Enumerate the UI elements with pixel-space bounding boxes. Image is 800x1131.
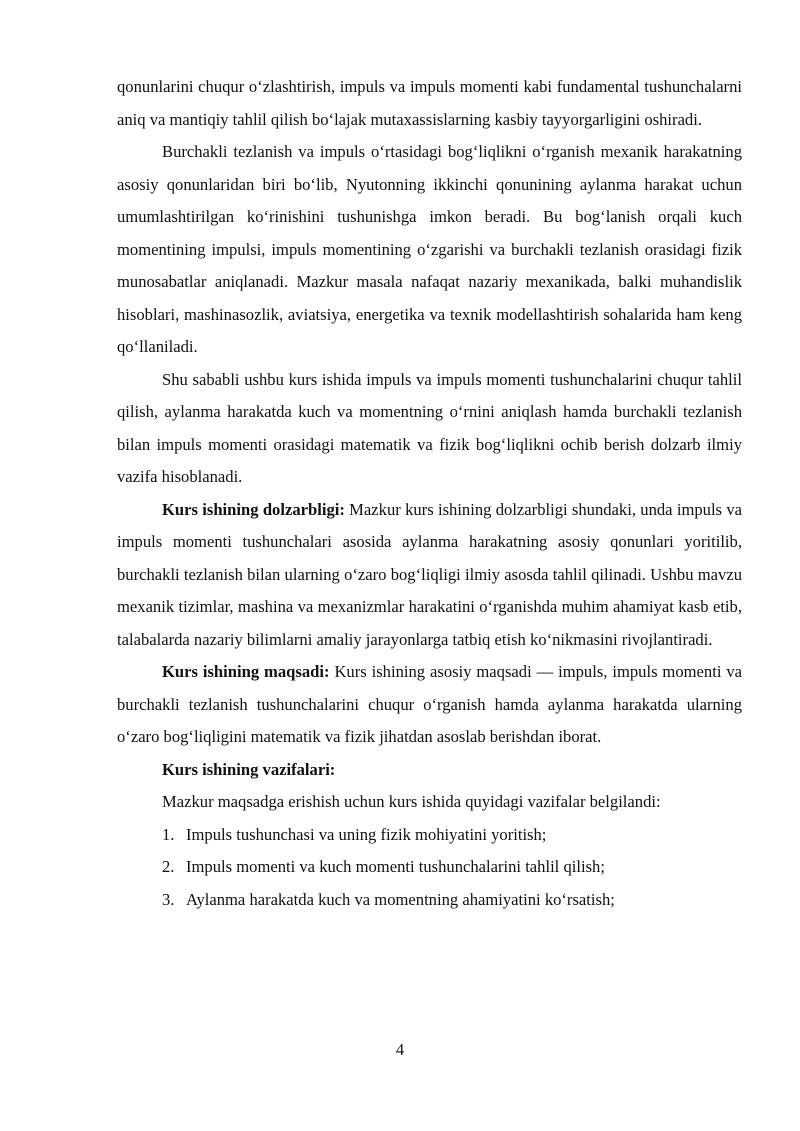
page-number: 4	[395, 1040, 405, 1059]
paragraph-goal	[117, 656, 742, 754]
paragraph-relationship: Burchakli tezlanish va impuls o‘rtasidagi bog‘liqlikni o‘rganish mexanik harakatning asosiy qonunlaridan biri bo‘lib, Nyutonning ikkinchi qonunining aylanma harakat uchun umumlashtirilgan ko‘rinishini tushunishga imkon beradi. Bu bog‘lanish orqali kuch momentining impulsi, impuls momentining o‘zgarishi va burchakli tezlanish orasidagi fizik munosabatlar aniqlanadi. Mazkur masala nafaqat nazariy mexanikada, balki muhandislik hisoblari, mashinasozlik, aviatsiya, energetika va texnik modellashtirish sohalarida ham keng qo‘llaniladi.	[117, 142, 742, 356]
tasks-list	[117, 819, 742, 917]
paragraph-relevance	[117, 494, 742, 657]
paragraph-continuation: qonunlarini chuqur o‘zlashtirish, impuls va impuls momenti kabi fundamental tushunchalarni aniq va mantiqiy tahlil qilish bo‘lajak mutaxassislarning kasbiy tayyorgarligini oshiradi.	[117, 77, 742, 129]
goal-label: Kurs ishining maqsadi:	[162, 662, 330, 681]
list-item-number: 3.	[162, 889, 175, 909]
list-item	[117, 819, 742, 852]
tasks-heading: Kurs ishining vazifalari:	[162, 759, 336, 779]
document-page	[117, 71, 742, 916]
list-item	[117, 884, 742, 917]
list-item	[117, 851, 742, 884]
list-item-number: 2.	[162, 857, 175, 876]
tasks-intro: Mazkur maqsadga erishish uchun kurs ishida quyidagi vazifalar belgilandi:	[162, 792, 661, 811]
list-item-number: 1.	[162, 824, 175, 844]
list-item-text: Impuls tushunchasi va uning fizik mohiyatini yoritish;	[186, 824, 547, 844]
list-item-text: Aylanma harakatda kuch va momentning ahamiyatini ko‘rsatish;	[186, 889, 615, 909]
relevance-text: Mazkur kurs ishining dolzarbligi shundaki, unda impuls va impuls momenti tushunchalari asosida aylanma harakatning asosiy qonunlari yoritilib, burchakli tezlanish bilan ularning o‘zaro bog‘liqligi ilmiy asosda tahlil qilinadi. Ushbu mavzu mexanik tizimlar, mashina va mexanizmlar harakatini o‘rganishda muhim ahamiyat kasb etib, talabalarda nazariy bilimlarni amaliy jarayonlarga tatbiq etish ko‘nikmasini rivojlantiradi.	[117, 499, 742, 649]
list-item-text: Impuls momenti va kuch momenti tushunchalarini tahlil qilish;	[186, 857, 605, 876]
relevance-label: Kurs ishining dolzarbligi:	[162, 499, 345, 519]
goal-text: Kurs ishining asosiy maqsadi — impuls, impuls momenti va burchakli tezlanish tushunchalarini chuqur o‘rganish hamda aylanma harakatda ularning o‘zaro bog‘liqligini matematik va fizik jihatdan asoslab berishdan iborat.	[117, 662, 742, 746]
paragraph-conclusion: Shu sababli ushbu kurs ishida impuls va impuls momenti tushunchalarini chuqur tahlil qilish, aylanma harakatda kuch va momentning o‘rnini aniqlash hamda burchakli tezlanish bilan impuls momenti orasidagi matematik va fizik bog‘liqlikni ochib berish dolzarb ilmiy vazifa hisoblanadi.	[117, 369, 742, 486]
